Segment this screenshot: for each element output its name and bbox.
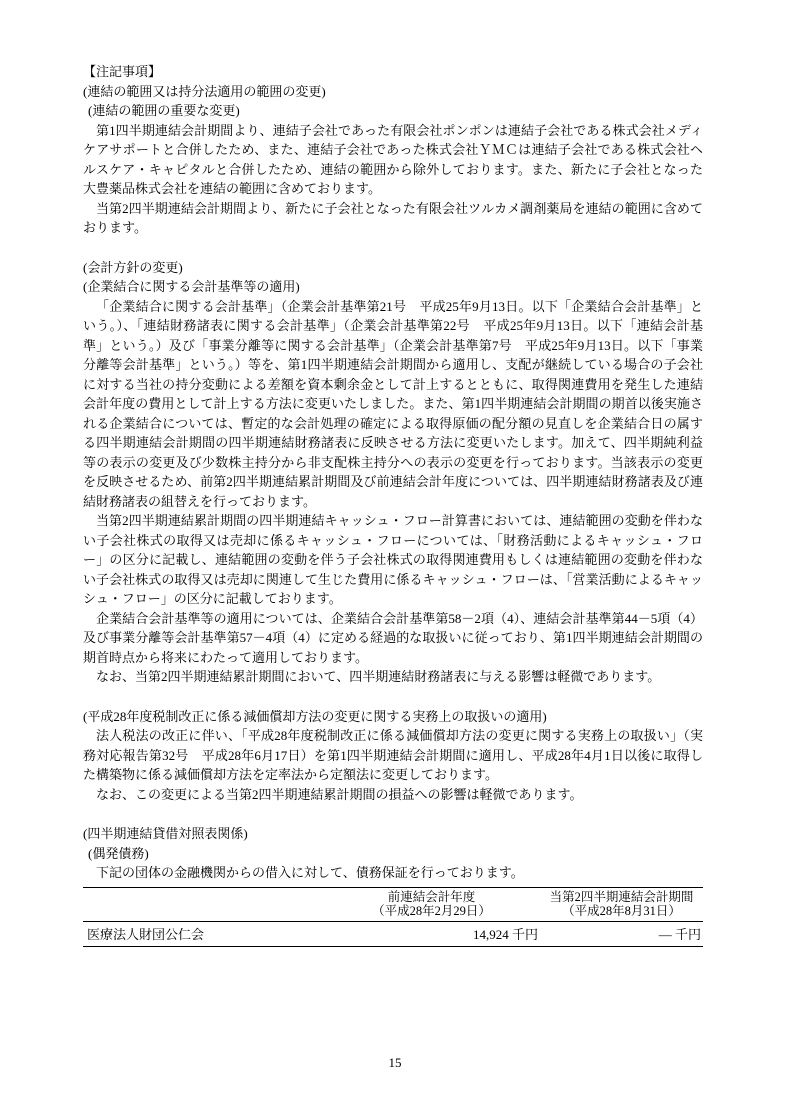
guarantee-table [83, 887, 703, 947]
paragraph-depreciation-2: なお、この変更による当第2四半期連結累計期間の損益への影響は軽微であります。 [96, 786, 583, 802]
paragraph-business-combination-2: 当第2四半期連結累計期間の四半期連結キャッシュ・フロー計算書においては、連結範囲の変動を伴わない子会社株式の取得又は売却に係るキャッシュ・フローについては、「財務活動によるキャッシュ・フロー」の区分に記載し、連結範囲の変動を伴う子会社株式の取得関連費用もしくは連結範囲の変動を伴わない子会社株式の取得又は売却に関連して生じた費用に係るキャッシュ・フローは、「営業活動によるキャッシュ・フロー」の区分に記載しております。 [83, 513, 703, 606]
page-number: 15 [388, 1055, 402, 1070]
paragraph-depreciation-1: 法人税法の改正に伴い、「平成28年度税制改正に係る減価償却方法の変更に関する実務上の取扱い」（実務対応報告第32号 平成28年6月17日）を第1四半期連結会計期間に適用し、平成28年4月1日以後に取得した構築物に係る減価償却方法を定率法から定額法に変更しております。 [83, 728, 703, 782]
table-header-cell [323, 887, 540, 921]
paragraph-scope-2: 当第2四半期連結会計期間より、新たに子会社となった有限会社ツルカメ調剤薬局を連結の範囲に含めております。 [83, 200, 703, 235]
subsection-heading-scope-important-change: (連結の範囲の重要な変更) [88, 103, 240, 118]
subsection-heading-contingent-liabilities: (偶発債務) [88, 845, 149, 861]
notes-title: 【注記事項】 [83, 64, 162, 79]
table-header-line2: （平成28年8月31日） [562, 904, 681, 918]
section-heading-accounting-policy-change: (会計方針の変更) [83, 259, 183, 275]
subsection-heading-business-combination: (企業結合に関する会計基準等の適用) [83, 279, 300, 294]
table-header-cell [83, 887, 323, 921]
amount-current-quarter: ― 千円 [658, 926, 701, 942]
paragraph-business-combination-1: 「企業結合に関する会計基準」（企業会計基準第21号 平成25年9月13日。以下「企業結合会計基準」という。）、「連結財務諸表に関する会計基準」（企業会計基準第22号 平成25年9月13日。以下「連結会計基準」という。）及び「事業分離等に関する会計基準」（企業会計基準第7号 平成25年9月13日。以下「事業分離等会計基準」という。）等を、第1四半期連結会計期間から適用し、支配が継続している場合の子会社に対する当社の持分変動による差額を資本剰余金として計上するとともに、取得関連費用を発生した連結会計年度の費用として計上する方法に変更いたしました。また、第1四半期連結会計期間の期首以後実施される企業結合については、暫定的な会計処理の確定による取得原価の配分額の見直しを企業結合日の属する四半期連結会計期間の四半期連結財務諸表に反映させる方法に変更いたします。加えて、四半期純利益等の表示の変更及び少数株主持分から非支配株主持分への表示の変更を行っております。当該表示の変更を反映させるため、前第2四半期連結累計期間及び前連結会計年度については、四半期連結財務諸表及び連結財務諸表の組替えを行っております。 [83, 298, 703, 509]
table-header-line1: 当第2四半期連結会計期間 [549, 889, 694, 904]
paragraph-scope-1: 第1四半期連結会計期間より、連結子会社であった有限会社ポンポンは連結子会社である株式会社メディケアサポートと合併したため、また、連結子会社であった株式会社ＹＭＣは連結子会社である株式会社ヘルスケア・キャピタルと合併したため、連結の範囲から除外しております。また、新たに子会社となった大豊薬品株式会社を連結の範囲に含めております。 [83, 122, 703, 196]
section-heading-scope-change: (連結の範囲又は持分法適用の範囲の変更) [83, 83, 326, 99]
section-heading-balance-sheet: (四半期連結貸借対照表関係) [83, 826, 248, 841]
document-content [83, 62, 703, 947]
table-header-line1: 前連結会計年度 [387, 889, 476, 904]
paragraph-business-combination-4: なお、当第2四半期連結累計期間において、四半期連結財務諸表に与える影響は軽微であります。 [96, 669, 661, 684]
section-heading-depreciation-change: (平成28年度税制改正に係る減価償却方法の変更に関する実務上の取扱いの適用) [83, 708, 547, 724]
table-header-row [83, 887, 703, 921]
spacer [83, 804, 703, 824]
paragraph-guarantee-intro: 下記の団体の金融機関からの借入に対して、債務保証を行っております。 [96, 865, 524, 880]
table-header-line2: （平成28年2月29日） [372, 904, 491, 918]
guarantor-name: 医療法人財団公仁会 [87, 926, 205, 942]
spacer [83, 687, 703, 707]
table-row [83, 921, 703, 946]
paragraph-business-combination-3: 企業結合会計基準等の適用については、企業結合会計基準第58－2項（4）、連結会計基準第44－5項（4）及び事業分離等会計基準第57－4項（4）に定める経過的な取扱いに従っており、第1四半期連結会計期間の期首時点から将来にわたって適用しております。 [83, 610, 703, 665]
table-header-cell [540, 887, 703, 921]
amount-prev-fiscal-year: 14,924 千円 [472, 926, 538, 942]
spacer [83, 238, 703, 258]
